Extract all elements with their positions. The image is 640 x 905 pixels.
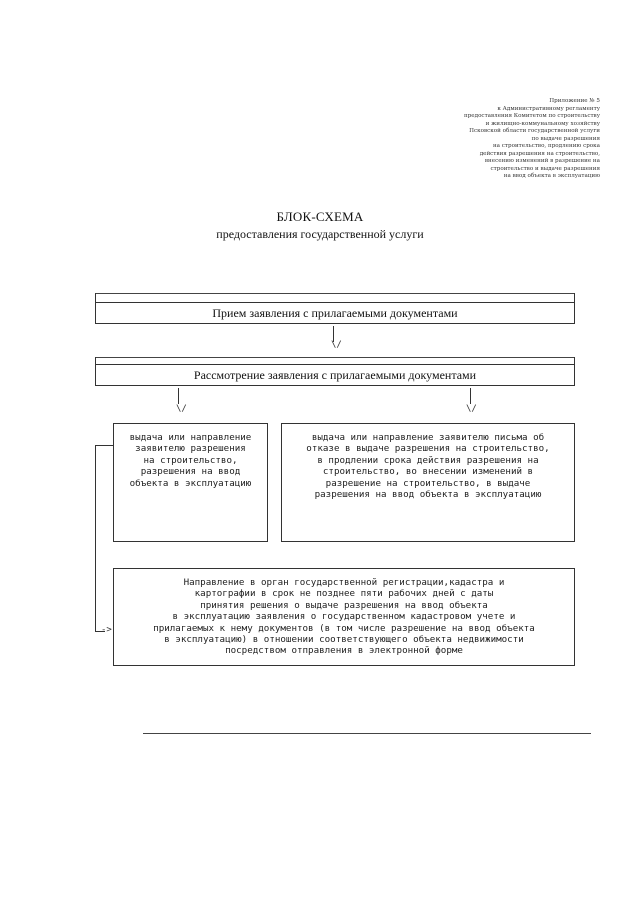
appendix-line: строительство и выдаче разрешения [490,165,600,172]
final-step-line: в эксплуатацию) в отношении соответствующего объекта недвижимости [164,634,524,646]
appendix-line: по выдаче разрешения [531,135,600,142]
step2-bracket-top [95,357,575,358]
right-branch-line: в продлении срока действия разрешения на [317,454,539,466]
diagram-subtitle: предоставления государственной услуги [216,227,424,241]
appendix-line: и жилищно-коммунальному хозяйству [485,120,600,127]
final-step-line: прилагаемых к нему документов (в том числе разрешение на ввод объекта [153,622,535,634]
final-step-line: картографии в срок не позднее пяти рабочих дней с даты [194,588,494,600]
final-step-line: посредством отправления в электронной форме [225,645,463,657]
diagram-title: БЛОК-СХЕМА [276,209,364,224]
left-branch-line: заявителю разрешения [135,443,246,455]
appendix-line: действия разрешения на строительство, [479,150,600,157]
appendix-line: Приложение № 5 [549,98,600,104]
final-step-line: Направление в орган государственной регистрации,кадастра и [183,577,505,588]
final-step-line: принятия решения о выдаче разрешения на ввод объекта [200,599,488,611]
step1-label: Прием заявления с прилагаемыми документами [212,306,458,320]
side-connector-vertical [95,445,96,632]
final-step-box [113,568,575,666]
appendix-line: к Административному регламенту [497,105,600,112]
left-branch-line: на строительство, [143,454,238,466]
left-branch-box [113,423,268,542]
side-connector-top [95,445,113,446]
step2-label: Рассмотрение заявления с прилагаемыми документами [193,368,477,382]
left-branch-line: разрешения на ввод [140,466,241,478]
right-branch-line: строительство, во внесении изменений в [322,466,534,478]
right-branch-line: отказе в выдаче разрешения на строительство, [306,443,550,455]
step1-bracket-top [95,293,575,294]
right-branch-line: разрешения на ввод объекта в эксплуатацию [314,489,542,501]
appendix-line: на строительство, продлению срока [492,143,600,150]
final-step-line: в эксплуатацию заявления о государственном кадастровом учете и [172,611,516,623]
appendix-note [440,98,600,181]
left-branch-line: объекта в эксплуатацию [129,477,252,489]
arrow-right-icon: -> [101,625,112,635]
appendix-line: Псковской области государственной услуги [469,128,600,135]
step2-box [95,364,575,386]
appendix-line: внесению изменений в разрешение на [484,158,600,165]
step1-box [95,302,575,324]
right-branch-box [281,423,575,542]
left-branch-line: выдача или направление [129,432,252,443]
arrow-down-icon: \/ [466,404,477,414]
arrow-down-icon: \/ [331,340,342,350]
page-separator [143,733,591,734]
appendix-line: предоставления Комитетом по строительству [464,113,600,120]
right-branch-line: выдача или направление заявителю письма об [311,432,545,443]
appendix-line: на ввод объекта в эксплуатацию [503,173,600,180]
right-branch-line: разрешение на строительство, в выдаче [325,477,531,489]
arrow-right-line [470,388,471,404]
arrow-left-line [178,388,179,404]
arrow-down-icon: \/ [176,404,187,414]
